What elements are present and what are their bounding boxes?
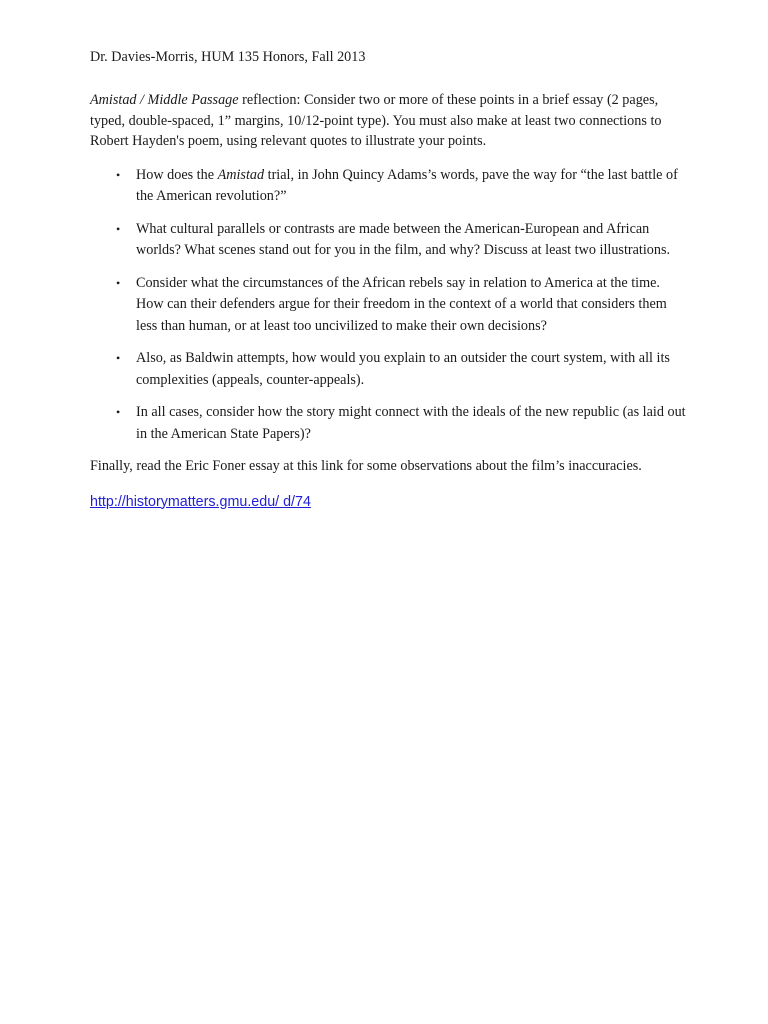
list-item: [90, 219, 686, 262]
list-item: [90, 165, 686, 208]
bullet-icon: •: [116, 351, 121, 365]
list-item-text-part: How does the: [136, 166, 218, 183]
document-page: [90, 47, 686, 512]
course-header: Dr. Davies-Morris, HUM 135 Honors, Fall 2013: [90, 49, 366, 65]
list-item: [90, 348, 686, 391]
list-item-text: Consider what the circumstances of the African rebels say in relation to America at the time. How can their defenders argue for their freedom in the context of a world that considers them less than human, or at least too uncivilized to make their own decisions?: [136, 274, 667, 334]
bullet-icon: •: [116, 405, 121, 419]
closing-paragraph: Finally, read the Eric Foner essay at this link for some observations about the film’s inaccuracies.: [90, 458, 642, 474]
assignment-title: Amistad / Middle Passage: [90, 92, 239, 108]
assignment-intro: [90, 90, 686, 152]
bullet-icon: •: [116, 221, 121, 236]
assignment-instructions: reflection: Consider two or more of these points in a brief essay (2 pages, typed, double-spaced, 1” margins, 10/12-point type). You must also make at least two connections to Robert Hayden's poem, using relevant quotes to illustrate your points.: [90, 92, 662, 149]
list-item-text: [136, 167, 678, 205]
list-item-text: What cultural parallels or contrasts are made between the American-European and African worlds? What scenes stand out for you in the film, and why? Discuss at least two illustrations.: [136, 220, 671, 258]
list-item-text: Also, as Baldwin attempts, how would you explain to an outsider the court system, with all its complexities (appeals, counter-appeals).: [136, 350, 670, 388]
bullet-icon: •: [116, 167, 121, 182]
bullet-icon: •: [116, 275, 121, 290]
list-item: [90, 402, 686, 445]
list-item-text-part: trial, in John Quincy Adams’s words, pave the way for “the last battle of the American revolution?”: [136, 166, 678, 204]
list-item-text: In all cases, consider how the story might connect with the ideals of the new republic (as laid out in the American State Papers)?: [136, 404, 686, 442]
list-item: [90, 273, 686, 338]
list-item-italic: Amistad: [217, 166, 265, 183]
prompt-list: [90, 165, 686, 446]
essay-link[interactable]: http://historymatters.gmu.edu/ d/74: [90, 493, 311, 510]
